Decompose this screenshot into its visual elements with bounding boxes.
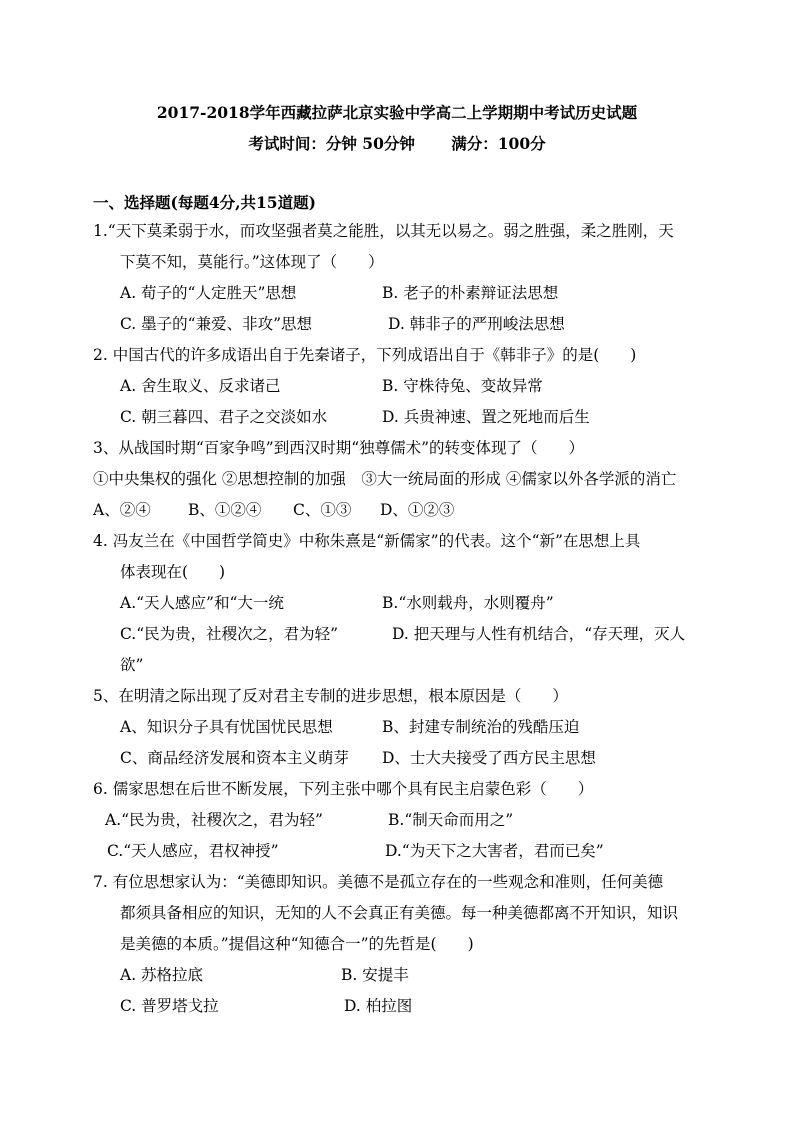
q6-stem: 6. 儒家思想在后世不断发展，下列主张中哪个具有民主启蒙色彩（ ） (93, 780, 594, 798)
q7-option-a: A. 苏格拉底 (120, 966, 204, 984)
q1-option-d: D. 韩非子的严刑峻法思想 (388, 315, 565, 333)
q6-option-d: D.“为天下之大害者，君而已矣” (385, 842, 604, 860)
q6-option-b: B.“制天命而用之” (388, 811, 514, 829)
q7-stem-line-1: 7. 有位思想家认为：“美德即知识。美德不是孤立存在的一些观念和准则，任何美德 (93, 873, 664, 891)
q7-option-c: C. 普罗塔戈拉 (120, 997, 219, 1015)
q4-option-a: A.“天人感应”和“大一统 (120, 594, 284, 612)
q4-option-b: B.“水则载舟，水则覆舟” (382, 594, 554, 612)
q7-option-d: D. 柏拉图 (344, 997, 413, 1015)
q5-option-a: A、知识分子具有忧国忧民思想 (120, 718, 333, 736)
q7-option-b: B. 安提丰 (341, 966, 409, 984)
q5-option-b: B、封建专制统治的残酷压迫 (382, 718, 580, 736)
q2-option-a: A. 舍生取义、反求诸己 (120, 377, 281, 395)
q1-option-a: A. 荀子的“人定胜天”思想 (120, 284, 297, 302)
q4-option-d-cont: 欲” (120, 656, 144, 674)
q4-stem-line-1: 4. 冯友兰在《中国哲学简史》中称朱熹是“新儒家”的代表。这个“新”在思想上具 (93, 532, 641, 550)
q2-stem: 2. 中国古代的许多成语出自于先秦诸子，下列成语出自于《韩非子》的是( ) (93, 346, 637, 364)
q1-option-c: C. 墨子的“兼爱、非攻”思想 (120, 315, 313, 333)
q7-stem-line-3: 是美德的本质。”提倡这种“知德合一”的先哲是( ) (120, 935, 474, 953)
q3-option-a: A、②④ (93, 501, 151, 519)
q5-stem: 5、在明清之际出现了反对君主专制的进步思想，根本原因是（ ） (93, 687, 568, 705)
q2-option-b: B. 守株待兔、变故异常 (382, 377, 543, 395)
q3-option-c: C、①③ (293, 501, 352, 519)
q7-stem-line-2: 都须具备相应的知识，无知的人不会真正有美德。每一种美德都离不开知识，知识 (120, 904, 679, 922)
q6-option-c: C.“天人感应，君权神授” (107, 842, 279, 860)
exam-info: 考试时间：分钟 50分钟 满分：100分 (248, 134, 546, 153)
section-heading: 一、选择题(每题4分,共15道题) (93, 193, 316, 212)
exam-title: 2017-2018学年西藏拉萨北京实验中学高二上学期期中考试历史试题 (156, 103, 638, 122)
q4-stem-line-2: 体表现在( ) (120, 563, 226, 581)
q6-option-a: A.“民为贵，社稷次之，君为轻” (105, 811, 323, 829)
q3-option-d: D、①②③ (380, 501, 455, 519)
q1-stem-line-2: 下莫不知，莫能行。”这体现了（ ） (120, 253, 384, 271)
q3-option-b: B、①②④ (188, 501, 262, 519)
q1-stem-line-1: 1.“天下莫柔弱于水，而攻坚强者莫之能胜，以其无以易之。弱之胜强，柔之胜刚，天 (93, 222, 674, 240)
q3-stem: 3、从战国时期“百家争鸣”到西汉时期“独尊儒术”的转变体现了（ ） (93, 439, 585, 457)
q2-option-c: C. 朝三暮四、君子之交淡如水 (120, 408, 328, 426)
q2-option-d: D. 兵贵神速、置之死地而后生 (382, 408, 590, 426)
q4-option-c: C.“民为贵，社稷次之，君为轻” (120, 625, 339, 643)
q3-items: ①中央集权的强化 ②思想控制的加强 ③大一统局面的形成 ④儒家以外各学派的消亡 (93, 470, 677, 488)
q4-option-d: D. 把天理与人性有机结合，“存天理，灭人 (392, 625, 686, 643)
q1-option-b: B. 老子的朴素辩证法思想 (382, 284, 559, 302)
q5-option-c: C、商品经济发展和资本主义萌芽 (120, 749, 349, 767)
q5-option-d: D、士大夫接受了西方民主思想 (382, 749, 596, 767)
